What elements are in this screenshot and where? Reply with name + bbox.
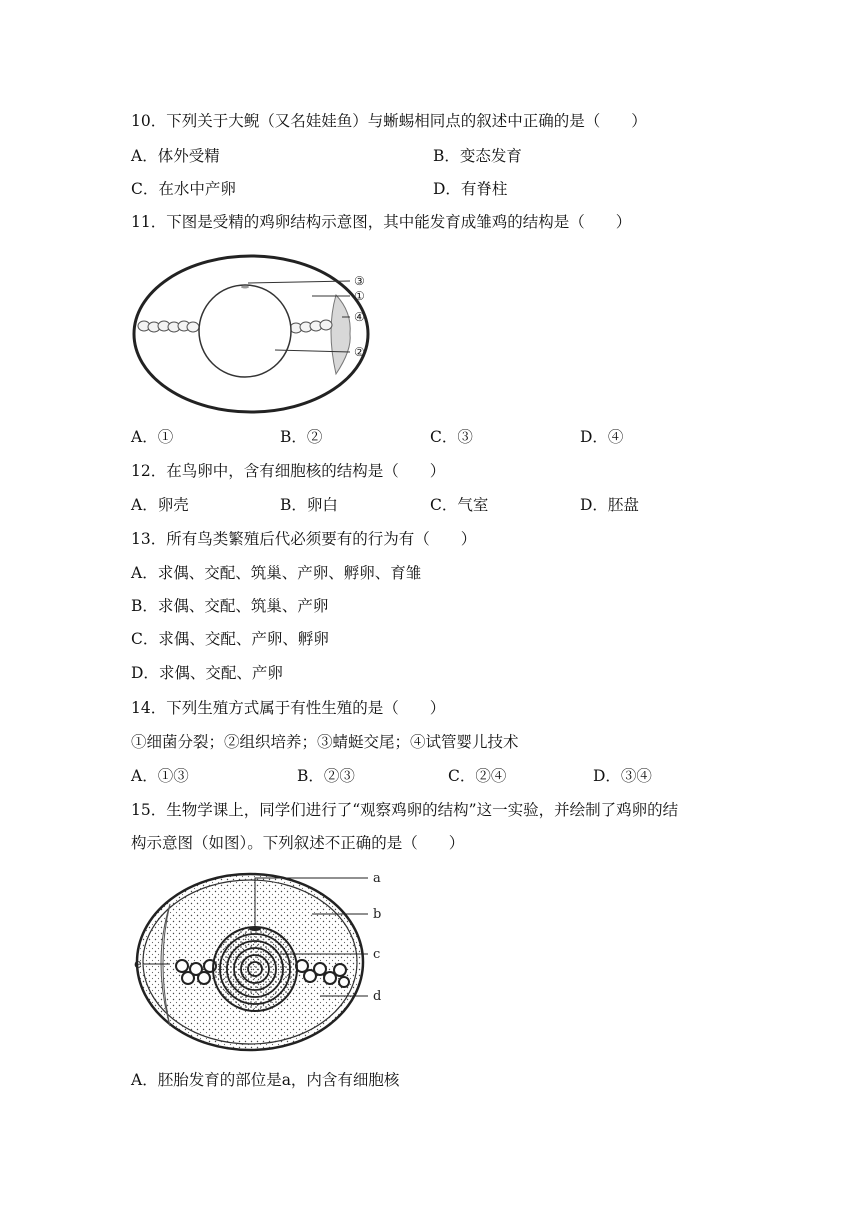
- label-d: d: [373, 989, 382, 1004]
- q14-option-c: C．②④: [448, 767, 507, 785]
- label-b: b: [373, 907, 382, 922]
- yolk: [213, 927, 297, 1011]
- q11-option-d: D．④: [580, 428, 624, 446]
- q11-option-c: C．③: [430, 428, 473, 446]
- q10-option-c: C．在水中产卵: [131, 180, 236, 198]
- egg-diagram-2: [130, 866, 400, 1056]
- q14-items: ①细菌分裂；②组织培养；③蜻蜓交尾；④试管婴儿技术: [131, 733, 519, 751]
- q10-option-a: A．体外受精: [131, 147, 220, 165]
- q13-option-d: D．求偶、交配、产卵: [131, 664, 283, 682]
- q14-option-d: D．③④: [593, 767, 652, 785]
- q11-option-b: B．②: [280, 428, 323, 446]
- q12-option-d: D．胚盘: [580, 496, 639, 514]
- chalaza-right: [290, 320, 332, 333]
- q10-stem: 10．下列关于大鲵（又名娃娃鱼）与蜥蜴相同点的叙述中正确的是（ ）: [131, 112, 647, 130]
- q13-option-b: B．求偶、交配、筑巢、产卵: [131, 597, 329, 615]
- q13-stem: 13．所有鸟类繁殖后代必须要有的行为有（ ）: [131, 530, 477, 548]
- q13-option-a: A．求偶、交配、筑巢、产卵、孵卵、育雏: [131, 564, 422, 582]
- label-e: e: [134, 957, 142, 972]
- q10-option-b: B．变态发育: [433, 147, 522, 165]
- q13-option-c: C．求偶、交配、产卵、孵卵: [131, 630, 329, 648]
- yolk: [199, 285, 291, 377]
- germinal-disc: [241, 286, 249, 289]
- q12-option-b: B．卵白: [280, 496, 338, 514]
- q12-stem: 12．在鸟卵中，含有细胞核的结构是（ ）: [131, 462, 446, 480]
- q10-option-d: D．有脊柱: [433, 180, 508, 198]
- label-c: c: [373, 947, 381, 962]
- q11-option-a: A．①: [131, 428, 174, 446]
- air-chamber: [331, 295, 350, 374]
- label-3: ③: [354, 274, 365, 288]
- q14-option-b: B．②③: [297, 767, 355, 785]
- q12-option-c: C．气室: [430, 496, 489, 514]
- chalaza-left: [138, 321, 199, 332]
- q14-option-a: A．①③: [131, 767, 189, 785]
- egg-diagram-1: [130, 250, 390, 420]
- label-a: a: [373, 871, 381, 886]
- q15-stem-line2: 构示意图（如图）。下列叙述不正确的是（ ）: [131, 834, 465, 852]
- q14-stem: 14．下列生殖方式属于有性生殖的是（ ）: [131, 699, 446, 717]
- q12-option-a: A．卵壳: [131, 496, 189, 514]
- label-4: ④: [354, 310, 365, 324]
- label-1: ①: [354, 289, 365, 303]
- label-2: ②: [354, 345, 365, 359]
- q15-stem-line1: 15．生物学课上，同学们进行了“观察鸡卵的结构”这一实验，并绘制了鸡卵的结: [131, 801, 679, 819]
- q15-option-a: A．胚胎发育的部位是a，内含有细胞核: [131, 1071, 400, 1089]
- q11-stem: 11．下图是受精的鸡卵结构示意图，其中能发育成雏鸡的结构是（ ）: [131, 213, 632, 231]
